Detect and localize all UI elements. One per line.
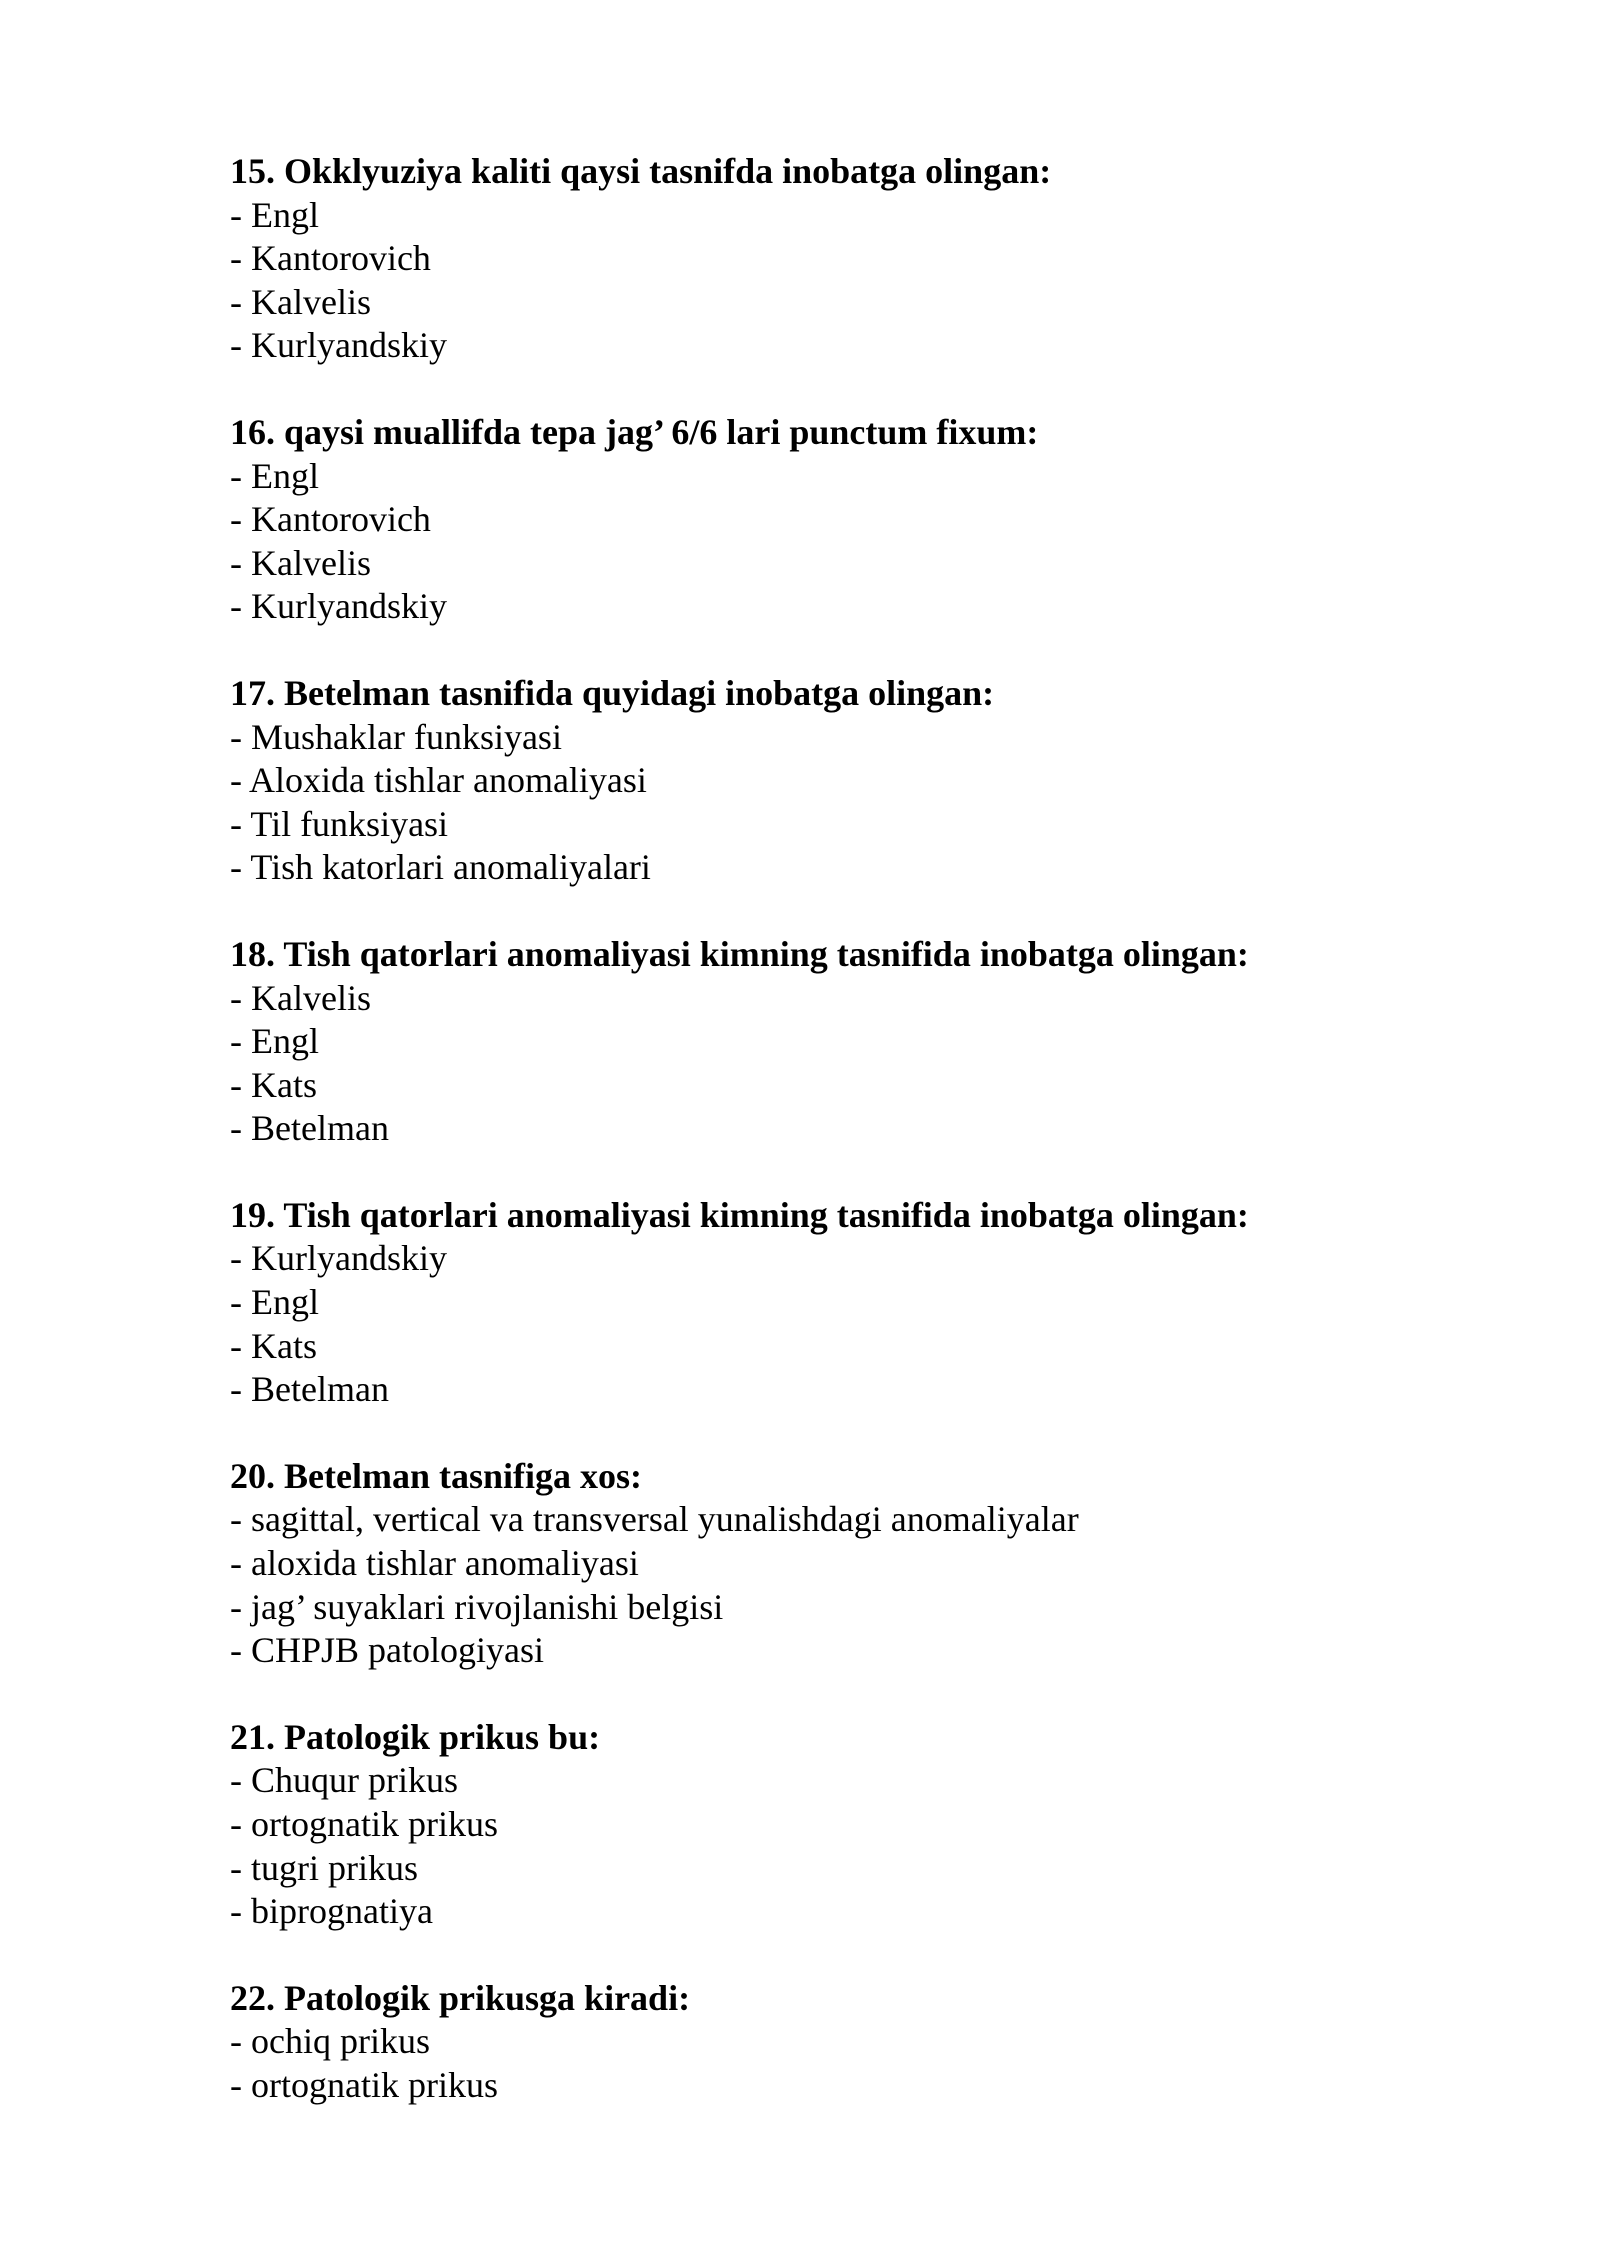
question-18: [230, 933, 1480, 1151]
answer-option: - Engl: [230, 1282, 319, 1323]
answer-option: - Engl: [230, 455, 319, 496]
answer-option: - Aloxida tishlar anomaliyasi: [230, 760, 647, 801]
answer-option: - Mushaklar funksiyasi: [230, 716, 562, 757]
answer-option: - biprognatiya: [230, 1891, 433, 1932]
question-title: 20. Betelman tasnifiga xos:: [230, 1455, 642, 1496]
question-title: 15. Okklyuziya kaliti qaysi tasnifda inobatga olingan:: [230, 151, 1052, 191]
answer-option: - Kats: [230, 1325, 317, 1366]
question-15: [230, 150, 1480, 368]
answer-option: - Kalvelis: [230, 977, 371, 1018]
answer-option: - Til funksiyasi: [230, 803, 449, 844]
question-title: 17. Betelman tasnifida quyidagi inobatga olingan:: [230, 672, 995, 713]
answer-option: - ochiq prikus: [230, 2021, 430, 2062]
document-page: [230, 150, 1480, 2151]
answer-option: - Kats: [230, 1064, 317, 1105]
answer-option: - Kantorovich: [230, 499, 431, 540]
answer-option: - Betelman: [230, 1108, 389, 1149]
question-title: 16. qaysi muallifda tepa jag’ 6/6 lari punctum fixum:: [230, 411, 1039, 452]
question-title: 21. Patologik prikus bu:: [230, 1716, 601, 1757]
question-20: [230, 1455, 1480, 1673]
answer-option: - Kurlyandskiy: [230, 1238, 447, 1279]
answer-option: - tugri prikus: [230, 1847, 418, 1888]
answer-option: - Kalvelis: [230, 281, 371, 322]
answer-option: - jag’ suyaklari rivojlanishi belgisi: [230, 1586, 724, 1627]
question-16: [230, 411, 1480, 629]
question-title: 19. Tish qatorlari anomaliyasi kimning tasnifida inobatga olingan:: [230, 1194, 1249, 1235]
answer-option: - Tish katorlari anomaliyalari: [230, 847, 651, 888]
question-19: [230, 1194, 1480, 1412]
answer-option: - Engl: [230, 194, 319, 235]
answer-option: - ortognatik prikus: [230, 2064, 498, 2105]
answer-option: - ortognatik prikus: [230, 1804, 498, 1844]
question-title: 18. Tish qatorlari anomaliyasi kimning tasnifida inobatga olingan:: [230, 933, 1249, 974]
answer-option: - Engl: [230, 1021, 319, 1062]
answer-option: - sagittal, vertical va transversal yunalishdagi anomaliyalar: [230, 1499, 1079, 1540]
question-22: [230, 1977, 1480, 2108]
answer-option: - Kalvelis: [230, 542, 371, 583]
question-17: [230, 672, 1480, 890]
question-title: 22. Patologik prikusga kiradi:: [230, 1977, 691, 2018]
answer-option: - aloxida tishlar anomaliyasi: [230, 1543, 639, 1584]
question-21: [230, 1716, 1480, 1934]
answer-option: - Kurlyandskiy: [230, 325, 447, 366]
answer-option: - Betelman: [230, 1369, 389, 1410]
answer-option: - Kantorovich: [230, 238, 431, 279]
answer-option: - Chuqur prikus: [230, 1760, 458, 1801]
answer-option: - CHPJB patologiyasi: [230, 1630, 545, 1671]
answer-option: - Kurlyandskiy: [230, 586, 447, 627]
